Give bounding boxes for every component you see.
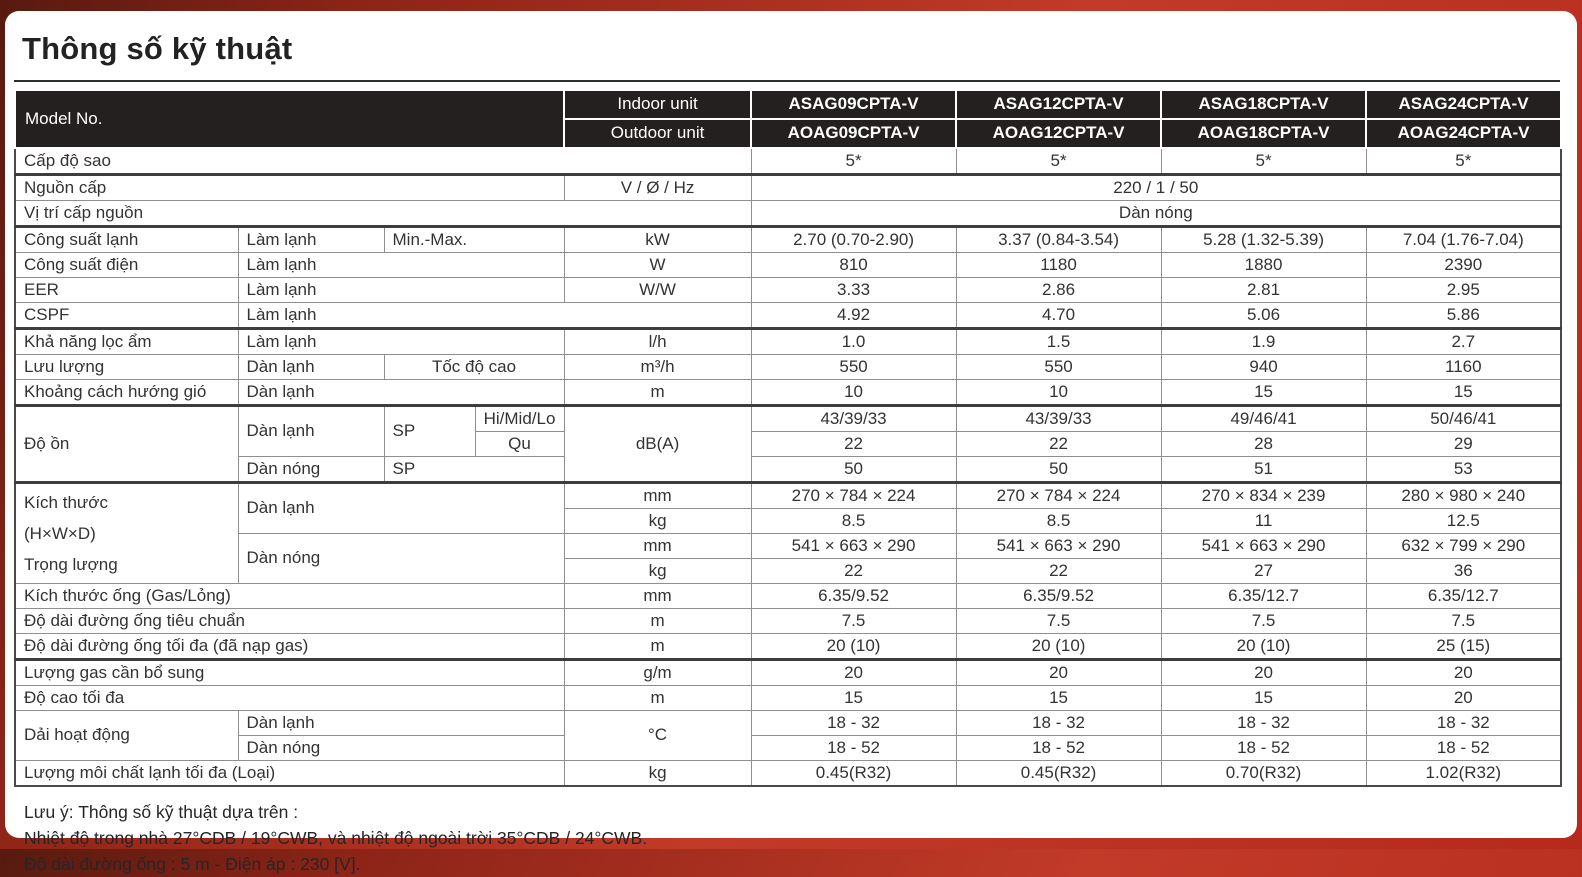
spec-value: 4.92	[751, 303, 956, 329]
spec-value: 4.70	[956, 303, 1161, 329]
footnote-line-3: Độ dài đường ống : 5 m - Điện áp : 230 [V].	[24, 854, 361, 874]
spec-unit: m	[564, 634, 751, 660]
spec-value: 11	[1161, 509, 1366, 534]
spec-label: Độ dài đường ống tối đa (đã nạp gas)	[15, 634, 564, 660]
spec-label: EER	[15, 278, 238, 303]
spec-unit: m³/h	[564, 355, 751, 380]
spec-mode: Làm lạnh	[238, 278, 564, 303]
spec-value: 7.04 (1.76-7.04)	[1366, 227, 1561, 253]
spec-value: 1160	[1366, 355, 1561, 380]
spec-value: 50	[956, 457, 1161, 483]
spec-unit: m	[564, 686, 751, 711]
spec-value: 8.5	[751, 509, 956, 534]
spec-label: Nguồn cấp	[15, 175, 564, 201]
spec-sheet-card	[5, 11, 1577, 874]
spec-value: 3.37 (0.84-3.54)	[956, 227, 1161, 253]
spec-value: 2.81	[1161, 278, 1366, 303]
row-gas-additional	[15, 660, 1561, 686]
spec-sp: SP	[384, 457, 564, 483]
spec-unit: W	[564, 253, 751, 278]
spec-unit: W/W	[564, 278, 751, 303]
spec-value: 15	[751, 686, 956, 711]
spec-value: 49/46/41	[1161, 406, 1366, 432]
spec-unit: l/h	[564, 329, 751, 355]
spec-unit: kg	[564, 559, 751, 584]
spec-range: Min.-Max.	[384, 227, 564, 253]
spec-value: 20 (10)	[956, 634, 1161, 660]
spec-label: Dải hoạt động	[15, 711, 238, 761]
row-noise-himidlo	[15, 406, 1561, 432]
spec-value: 270 × 784 × 224	[751, 483, 956, 509]
spec-value: 50/46/41	[1366, 406, 1561, 432]
dimensions-label-line1: Kích thước	[24, 493, 108, 512]
spec-value: 12.5	[1366, 509, 1561, 534]
spec-unit: m	[564, 609, 751, 634]
spec-value: 7.5	[956, 609, 1161, 634]
footnote-line-1: Lưu ý: Thông số kỹ thuật dựa trên :	[24, 802, 299, 822]
spec-label: Công suất lạnh	[15, 227, 238, 253]
row-operating-range-outdoor	[15, 736, 1561, 761]
spec-mode-indoor: Dàn lạnh	[238, 711, 564, 736]
spec-value: 810	[751, 253, 956, 278]
row-star-rating	[15, 148, 1561, 175]
outdoor-model-1: AOAG09CPTA-V	[751, 119, 956, 148]
spec-value: 7.5	[1366, 609, 1561, 634]
spec-value: 10	[751, 380, 956, 406]
spec-value: 10	[956, 380, 1161, 406]
row-power-supply	[15, 175, 1561, 201]
spec-mode: Dàn lạnh	[238, 380, 564, 406]
spec-value: 1.9	[1161, 329, 1366, 355]
outdoor-model-4: AOAG24CPTA-V	[1366, 119, 1561, 148]
spec-label: Kích thước ống (Gas/Lỏng)	[15, 584, 564, 609]
spec-value: 18 - 32	[1161, 711, 1366, 736]
spec-mode: Làm lạnh	[238, 227, 384, 253]
spec-value: 22	[956, 559, 1161, 584]
spec-value: 3.33	[751, 278, 956, 303]
spec-qu-label: Qu	[475, 432, 564, 457]
outdoor-model-2: AOAG12CPTA-V	[956, 119, 1161, 148]
spec-value: 2.70 (0.70-2.90)	[751, 227, 956, 253]
spec-value: 43/39/33	[751, 406, 956, 432]
indoor-model-3: ASAG18CPTA-V	[1161, 90, 1366, 119]
spec-value: 280 × 980 × 240	[1366, 483, 1561, 509]
footnotes	[24, 799, 1577, 877]
spec-value: 541 × 663 × 290	[1161, 534, 1366, 559]
row-dimensions-indoor-mm	[15, 483, 1561, 509]
spec-label: Độ cao tối đa	[15, 686, 564, 711]
spec-value: 5*	[751, 148, 956, 175]
spec-label: Lượng gas cần bổ sung	[15, 660, 564, 686]
spec-label-dimensions	[15, 483, 238, 584]
spec-value: 20	[956, 660, 1161, 686]
spec-value: 18 - 52	[956, 736, 1161, 761]
indoor-model-1: ASAG09CPTA-V	[751, 90, 956, 119]
row-airflow	[15, 355, 1561, 380]
spec-value: 15	[956, 686, 1161, 711]
dimensions-label-line3: Trọng lượng	[24, 555, 118, 574]
spec-value: 5.06	[1161, 303, 1366, 329]
spec-unit: dB(A)	[564, 406, 751, 483]
spec-mode-indoor: Dàn lạnh	[238, 406, 384, 457]
spec-value: 18 - 52	[1161, 736, 1366, 761]
spec-value: 29	[1366, 432, 1561, 457]
spec-unit: kg	[564, 761, 751, 787]
spec-label: Lưu lượng	[15, 355, 238, 380]
spec-unit: mm	[564, 584, 751, 609]
spec-value: 20 (10)	[1161, 634, 1366, 660]
spec-label: Công suất điện	[15, 253, 238, 278]
spec-value: 1.5	[956, 329, 1161, 355]
page-title: Thông số kỹ thuật	[22, 31, 293, 66]
row-operating-range-indoor	[15, 711, 1561, 736]
spec-value: 6.35/12.7	[1366, 584, 1561, 609]
spec-value: 5*	[1366, 148, 1561, 175]
row-power-input	[15, 253, 1561, 278]
spec-mode: Làm lạnh	[238, 253, 564, 278]
spec-mode: Dàn lạnh	[238, 355, 384, 380]
spec-label: Độ dài đường ống tiêu chuẩn	[15, 609, 564, 634]
spec-sp: SP	[384, 406, 475, 457]
spec-value: 20	[1366, 686, 1561, 711]
outdoor-model-3: AOAG18CPTA-V	[1161, 119, 1366, 148]
spec-label: CSPF	[15, 303, 238, 329]
spec-value: 270 × 784 × 224	[956, 483, 1161, 509]
spec-label: Cấp độ sao	[15, 148, 751, 175]
spec-value: 6.35/9.52	[751, 584, 956, 609]
spec-value: 43/39/33	[956, 406, 1161, 432]
spec-value: 36	[1366, 559, 1561, 584]
spec-himidlo-label: Hi/Mid/Lo	[475, 406, 564, 432]
spec-value: 2.7	[1366, 329, 1561, 355]
spec-value: Dàn nóng	[751, 201, 1561, 227]
spec-mode: Làm lạnh	[238, 303, 751, 329]
spec-value: 220 / 1 / 50	[751, 175, 1561, 201]
spec-value: 18 - 52	[1366, 736, 1561, 761]
spec-value: 22	[956, 432, 1161, 457]
spec-value: 1.02(R32)	[1366, 761, 1561, 787]
row-dimensions-outdoor-mm	[15, 534, 1561, 559]
spec-value: 1.0	[751, 329, 956, 355]
spec-value: 7.5	[1161, 609, 1366, 634]
spec-value: 18 - 32	[956, 711, 1161, 736]
spec-value: 18 - 52	[751, 736, 956, 761]
indoor-model-4: ASAG24CPTA-V	[1366, 90, 1561, 119]
spec-mode-indoor: Dàn lạnh	[238, 483, 564, 534]
model-header-row-indoor	[15, 90, 1561, 119]
spec-value: 15	[1161, 686, 1366, 711]
spec-unit: g/m	[564, 660, 751, 686]
spec-value: 51	[1161, 457, 1366, 483]
spec-value: 20 (10)	[751, 634, 956, 660]
row-refrigerant	[15, 761, 1561, 787]
spec-label: Khả năng lọc ẩm	[15, 329, 238, 355]
spec-value: 50	[751, 457, 956, 483]
spec-mode-outdoor: Dàn nóng	[238, 736, 564, 761]
spec-value: 53	[1366, 457, 1561, 483]
spec-label: Độ ồn	[15, 406, 238, 483]
row-pipe-max	[15, 634, 1561, 660]
spec-mode: Làm lạnh	[238, 329, 564, 355]
spec-value: 20	[1161, 660, 1366, 686]
spec-value: 6.35/9.52	[956, 584, 1161, 609]
spec-value: 25 (15)	[1366, 634, 1561, 660]
indoor-unit-label: Indoor unit	[564, 90, 751, 119]
spec-value: 2.86	[956, 278, 1161, 303]
row-dehumidify	[15, 329, 1561, 355]
spec-value: 18 - 32	[751, 711, 956, 736]
spec-value: 22	[751, 432, 956, 457]
spec-label: Lượng môi chất lạnh tối đa (Loại)	[15, 761, 564, 787]
spec-value: 940	[1161, 355, 1366, 380]
spec-unit: kW	[564, 227, 751, 253]
outdoor-unit-label: Outdoor unit	[564, 119, 751, 148]
spec-label: Vị trí cấp nguồn	[15, 201, 751, 227]
spec-label: Khoảng cách hướng gió	[15, 380, 238, 406]
row-noise-outdoor	[15, 457, 1561, 483]
spec-value: 15	[1161, 380, 1366, 406]
spec-value: 632 × 799 × 290	[1366, 534, 1561, 559]
spec-value: 0.70(R32)	[1161, 761, 1366, 787]
spec-value: 5*	[1161, 148, 1366, 175]
row-power-location	[15, 201, 1561, 227]
spec-table	[14, 89, 1562, 787]
spec-value: 550	[956, 355, 1161, 380]
spec-value: 5.86	[1366, 303, 1561, 329]
spec-value: 0.45(R32)	[751, 761, 956, 787]
spec-value: 270 × 834 × 239	[1161, 483, 1366, 509]
spec-unit: mm	[564, 483, 751, 509]
row-cspf	[15, 303, 1561, 329]
dimensions-label-line2: (H×W×D)	[24, 524, 96, 543]
spec-value: 18 - 32	[1366, 711, 1561, 736]
footnote-line-2: Nhiệt độ trong nhà 27°CDB / 19°CWB, và nhiệt độ ngoài trời 35°CDB / 24°CWB.	[24, 828, 648, 848]
spec-value: 2390	[1366, 253, 1561, 278]
spec-mode-outdoor: Dàn nóng	[238, 534, 564, 584]
spec-unit: mm	[564, 534, 751, 559]
row-max-height	[15, 686, 1561, 711]
spec-value: 5*	[956, 148, 1161, 175]
spec-value: 0.45(R32)	[956, 761, 1161, 787]
spec-unit: V / Ø / Hz	[564, 175, 751, 201]
spec-unit: °C	[564, 711, 751, 761]
spec-unit: m	[564, 380, 751, 406]
spec-value: 541 × 663 × 290	[956, 534, 1161, 559]
spec-value: 2.95	[1366, 278, 1561, 303]
row-airflow-distance	[15, 380, 1561, 406]
spec-value: 22	[751, 559, 956, 584]
spec-value: 28	[1161, 432, 1366, 457]
spec-value: 6.35/12.7	[1161, 584, 1366, 609]
spec-value: 15	[1366, 380, 1561, 406]
spec-value: 541 × 663 × 290	[751, 534, 956, 559]
title-divider	[14, 80, 1560, 82]
spec-value: 5.28 (1.32-5.39)	[1161, 227, 1366, 253]
spec-speed: Tốc độ cao	[384, 355, 564, 380]
spec-value: 27	[1161, 559, 1366, 584]
spec-value: 1880	[1161, 253, 1366, 278]
spec-value: 20	[1366, 660, 1561, 686]
indoor-model-2: ASAG12CPTA-V	[956, 90, 1161, 119]
spec-value: 7.5	[751, 609, 956, 634]
spec-mode-outdoor: Dàn nóng	[238, 457, 384, 483]
row-cooling-capacity	[15, 227, 1561, 253]
spec-value: 20	[751, 660, 956, 686]
spec-value: 550	[751, 355, 956, 380]
row-pipe-size	[15, 584, 1561, 609]
spec-unit: kg	[564, 509, 751, 534]
model-no-label: Model No.	[15, 90, 564, 148]
row-eer	[15, 278, 1561, 303]
row-pipe-standard	[15, 609, 1561, 634]
spec-value: 8.5	[956, 509, 1161, 534]
spec-value: 1180	[956, 253, 1161, 278]
